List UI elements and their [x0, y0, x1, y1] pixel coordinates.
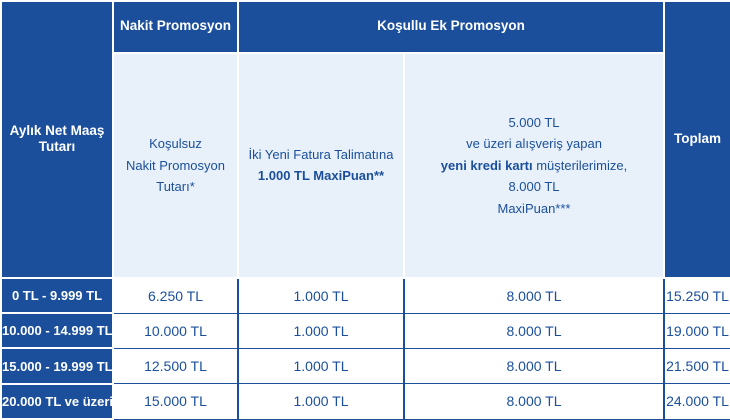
- row-cash-value: 10.000 TL: [113, 313, 238, 348]
- table-row: [1, 384, 730, 419]
- subheader-invoice-line1: İki Yeni Fatura Talimatına: [248, 146, 394, 162]
- subheader-new-card-condition: [404, 53, 664, 278]
- subheader-unconditional-cash: [113, 53, 238, 278]
- header-group-conditional: Koşullu Ek Promosyon: [238, 1, 664, 53]
- row-invoice-value: 1.000 TL: [238, 384, 404, 419]
- subheader-invoice-instruction: [238, 53, 404, 278]
- row-total-value: 21.500 TL: [664, 348, 730, 383]
- row-invoice-value: 1.000 TL: [238, 278, 404, 313]
- row-label: 10.000 - 14.999 TL: [1, 313, 113, 348]
- header-salary-amount: [1, 1, 113, 278]
- header-salary-line1: Aylık Net Maaş: [9, 122, 105, 138]
- table-row: [1, 313, 730, 348]
- subheader-card-line3-strong: yeni kredi kartı: [440, 157, 533, 173]
- subheader-card-line4: 8.000 TL: [508, 179, 560, 195]
- subheader-invoice-line2: 1.000 TL MaxiPuan**: [257, 168, 385, 184]
- row-cash-value: 12.500 TL: [113, 348, 238, 383]
- row-total-value: 15.250 TL: [664, 278, 730, 313]
- table-row: [1, 278, 730, 313]
- header-total: Toplam: [664, 1, 730, 278]
- subheader-cash-line3: Tutarı*: [156, 179, 195, 195]
- row-label: 20.000 TL ve üzeri: [1, 384, 113, 419]
- subheader-card-line1: 5.000 TL: [508, 114, 560, 130]
- row-cash-value: 15.000 TL: [113, 384, 238, 419]
- row-total-value: 24.000 TL: [664, 384, 730, 419]
- table-header-group-row: [1, 1, 730, 53]
- header-salary-line2: Tutarı: [38, 139, 76, 155]
- row-label: 15.000 - 19.999 TL: [1, 348, 113, 383]
- subheader-cash-line2: Nakit Promosyon: [126, 157, 225, 173]
- subheader-card-line3-rest: müşterilerimize,: [532, 157, 628, 173]
- row-card-value: 8.000 TL: [404, 278, 664, 313]
- table-row: [1, 348, 730, 383]
- header-group-cash: Nakit Promosyon: [113, 1, 238, 53]
- row-card-value: 8.000 TL: [404, 384, 664, 419]
- row-card-value: 8.000 TL: [404, 348, 664, 383]
- subheader-cash-line1: Koşulsuz: [149, 136, 202, 152]
- row-total-value: 19.000 TL: [664, 313, 730, 348]
- row-invoice-value: 1.000 TL: [238, 348, 404, 383]
- row-label: 0 TL - 9.999 TL: [1, 278, 113, 313]
- row-card-value: 8.000 TL: [404, 313, 664, 348]
- row-cash-value: 6.250 TL: [113, 278, 238, 313]
- subheader-card-line3-wrap: [405, 155, 663, 176]
- subheader-card-line2: ve üzeri alışveriş yapan: [466, 136, 602, 152]
- subheader-card-line5: MaxiPuan***: [497, 200, 571, 216]
- row-invoice-value: 1.000 TL: [238, 313, 404, 348]
